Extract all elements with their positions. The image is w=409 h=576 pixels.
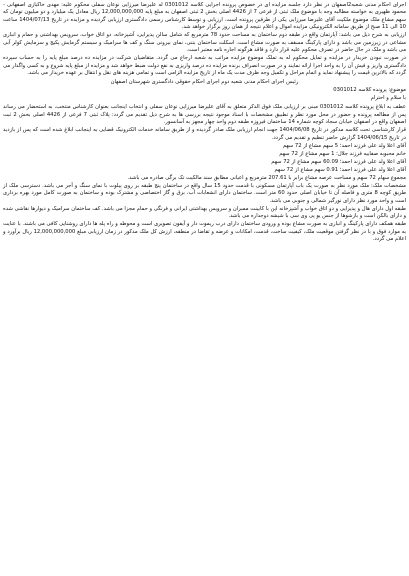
appraisal-summary-paragraph: ارزیابی به شرح ذیل می باشد: آپارتمان واقع در طبقه دوم ساختمان به مساحت حدود 78 مترمربع که شامل سالن پذیرایی، آشپزخانه، دو اتاق خواب، سرویس بهداشتی و حمام و انباری مشاعی در زیرزمین می باشد و دارای پارکینگ مسقف به صورت مشاع است. اسکلت ساختمان بتنی، نمای بیرونی سنگ و کف ها سرامیک و سیستم گرمایش پکیج و سرمایش کولر آبی می باشد و ملک در حال حاضر در تصرف محکوم علیه قرار دارد و فاقد هرگونه اجاره نامه معتبر است.: [3, 32, 406, 54]
auction-terms-paragraph: در صورت نبودن خریدار در مزایده و تمایل محکوم له به تملک موضوع مزایده مراتب به شعبه ارجاع می گردد. متقاضیان شرکت در مزایده ده درصد مبلغ پایه را به حساب سپرده دادگستری واریز و فیش آن را به واحد اجرا ارائه نمایند و در صورت انصراف برنده مزایده ده درصد واریزی به نفع دولت ضبط خواهد شد و مزایده از مبلغ پایه شروع و به کسی واگذار می گردد که بالاترین قیمت را پیشنهاد نماید و اتمام مراحل و تکمیل وجه ظرف مدت یک ماه از تاریخ مزایده الزامی است و تمامی هزینه های نقل و انتقال بر عهده خریدار می باشد.: [3, 55, 406, 77]
greeting-line: با سلام و احترام: [370, 95, 406, 102]
first-floor-paragraph: طبقه اول دارای هال و پذیرایی و دو اتاق خواب و آشپزخانه اپن با کابینت ممبران و سرویس بهداشتی ایرانی و فرنگی و حمام مجزا می باشد. کف ساختمان سرامیک و دیوارها نقاشی شده و دارای بالکن است و بازشوها از جنس یو پی وی سی با شیشه دوجداره می باشد.: [3, 205, 406, 220]
total-shares-line: مجموع سهام 72 سهم و مساحت عرصه مشاع برابر با 207.61 مترمربع و اعیانی مطابق سند مالکیت تک برگی صادره می باشد.: [127, 174, 406, 181]
assignment-paragraph: قرار کارشناسی تحت کلاسه مذکور در تاریخ 1404/06/08 جهت انجام ارزیابی ملک صادر گردیده و از طریق سامانه خدمات الکترونیک قضایی به اینجانب ابلاغ شده است که پس از بازدید در تاریخ 1404/06/15 گزارش حاضر تنظیم و تقدیم می گردد.: [3, 127, 406, 141]
case-subject-line: موضوع: پرونده کلاسه 0301012: [333, 87, 406, 94]
ground-floor-valuation-paragraph: طبقه همکف دارای پارکینگ و انباری به صورت مشاع بوده و ورودی ساختمان دارای درب ریموت دار و آیفون تصویری است و محوطه و راه پله ها دارای روشنایی کافی می باشند. با عنایت به موارد فوق و با در نظر گرفتن موقعیت ملک، کیفیت ساخت، قدمت، امکانات و عرضه و تقاضا در منطقه، ارزش کل ملک مذکور در زمان ارزیابی مبلغ 12,000,000,000 ریال برآورد و اعلام می گردد.: [3, 221, 406, 243]
notice-intro-paragraph: اجرای احکام مدنی شعبه2اصفهان در نظر دارد جلسه مزایده ای در خصوص پرونده اجرایی کلاسه 0301012 له علیرضا میرزایی نوعان سفلی محکوم علیه: مهدی خاکبازی اصفهانی - محمود ظهیری به خواسته مطالبه وجه با موضوع ملک ثبتی از فرعی 7 از 4426 اصلی بخش 2 ثبتی اصفهان به مبلغ پایه 12,000,000,000 ریال معادل یک میلیارد و دو میلیون تومان که سهم مشاع ملک موضوع ملکیت آقای علیرضا میرزایی یکی از طرفین پرونده است. ارزیابی و توسط کارشناس رسمی دادگستری ارزیابی گردیده و مزایده در تاریخ 1404/07/13 ساعت 10 الی 11 صبح از طریق سامانه الکترونیکی مزایده اموال و اعلام نتیجه از همان روز برگزار خواهد شد.: [3, 2, 406, 31]
owner-share-line: آقای اعلا ولد علی فرزند احمد؛ 60.09 سهم مشاع از 72 سهم: [271, 158, 406, 165]
owner-share-line: آقای اعلا ولد علی فرزند احمد؛ 0.91 سهم مشاع از 72 سهم: [274, 166, 406, 173]
owner-share-line: خانم محبوبه صفاییه فرزند جلال؛ 1 سهم مشاع از 72 سهم: [279, 150, 406, 157]
issuer-line: رئیس اجرای احکام مدنی شعبه دوم اجرای احکام حقوقی دادگستری شهرستان اصفهان: [110, 79, 299, 86]
expert-intro-paragraph: عطف به ابلاغ پرونده کلاسه 0301012 مبنی بر ارزیابی ملک فوق الذکر متعلق به آقای علیرضا میرزایی نوعان سفلی و انتخاب اینجانب بعنوان کارشناس منتخب، به استحضار می رساند پس از مطالعه پرونده و حضور در محل مورد نظر و تطبیق مشخصات با اسناد موجود نتیجه بررسی ها به شرح ذیل تقدیم می گردد: پلاک ثبتی 7 فرعی از 4426 اصلی بخش 2 ثبت اصفهان واقع در اصفهان خیابان سجاد کوچه شماره 14 ساختمان فیروزه طبقه دوم واحد چهار مجهز به آسانسور.: [3, 104, 407, 126]
owner-share-line: آقای اعلا ولد علی فرزند احمد؛ 5 سهم مشاع از 72 سهم: [282, 142, 406, 149]
property-specs-paragraph: مشخصات ملک: ملک مورد نظر به صورت یک باب آپارتمان مسکونی با قدمت حدود 15 سال واقع در ساختمان پنج طبقه بر روی پیلوت با نمای سنگ و آجر می باشد. دسترسی ملک از طریق کوچه 8 متری و فاصله آن تا خیابان اصلی حدود 60 متر است. ساختمان دارای انشعابات آب، برق و گاز اختصاصی و مشترک بوده و ساختمان به صورت کامل مورد بهره برداری است و واحد مورد نظر دارای نورگیر شمالی و جنوبی می باشد.: [3, 182, 407, 204]
